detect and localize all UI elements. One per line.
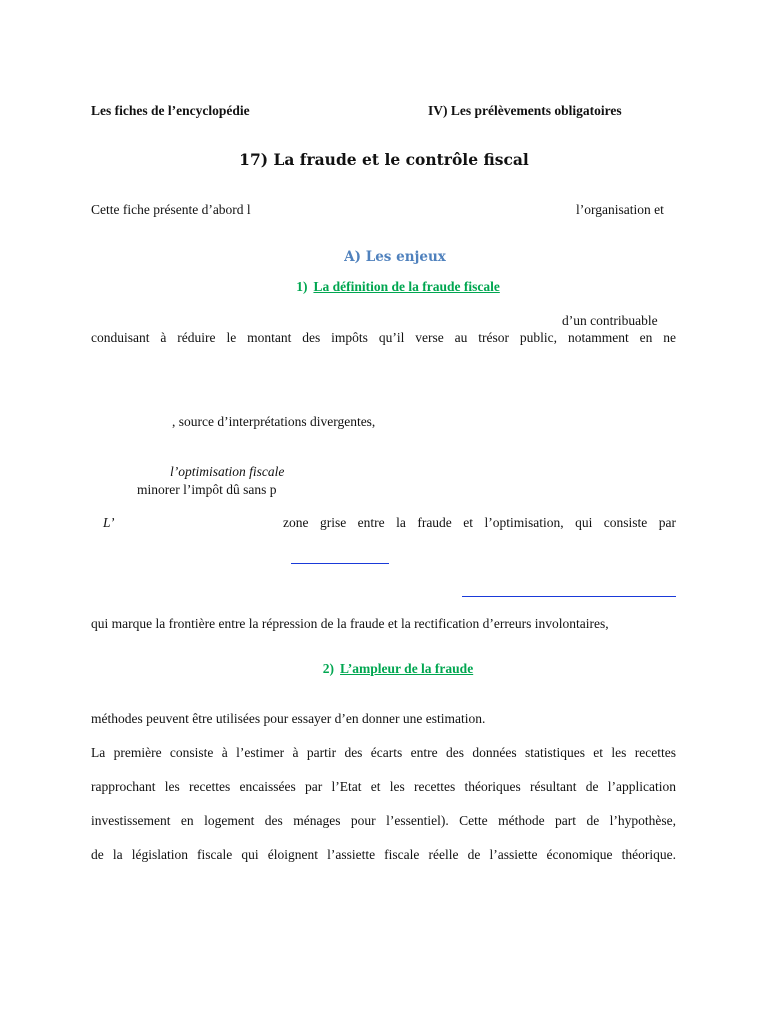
- hyperlink-underline[interactable]: [291, 563, 389, 564]
- para2-line1: méthodes peuvent être utilisées pour essayer d’en donner une estimation.: [91, 711, 486, 726]
- subheading-link[interactable]: La définition de la fraude fiscale: [313, 279, 500, 294]
- header-right: IV) Les prélèvements obligatoires: [428, 103, 622, 118]
- l-apostrophe-text: L’: [103, 515, 115, 530]
- frontiere-text: qui marque la frontière entre la répression de la fraude et la rectification d’erreurs involontaires,: [91, 616, 609, 631]
- para2-line5: de la législation fiscale qui éloignent l’assiette fiscale réelle de l’assiette économique théorique.: [91, 847, 676, 862]
- subheading-link[interactable]: L’ampleur de la fraude: [340, 661, 474, 676]
- hyperlink-underline[interactable]: [462, 596, 676, 597]
- intro-left: Cette fiche présente d’abord l: [91, 202, 251, 217]
- subheading-definition: [0, 279, 768, 295]
- subheading-ampleur: [0, 661, 768, 677]
- optimisation-term: l’optimisation fiscale: [170, 464, 285, 479]
- page-title: 17) La fraude et le contrôle fiscal: [239, 150, 529, 169]
- zone-grise-text: zone grise entre la fraude et l’optimisation, qui consiste par: [283, 515, 676, 530]
- intro-right: l’organisation et: [576, 202, 664, 217]
- para2-line2: La première consiste à l’estimer à partir des écarts entre des données statistiques et les recettes: [91, 745, 676, 760]
- minorer-text: minorer l’impôt dû sans p: [137, 482, 277, 497]
- para2-line4: investissement en logement des ménages pour l’essentiel). Cette méthode part de l’hypothèse,: [91, 813, 676, 828]
- header-left: Les fiches de l’encyclopédie: [91, 103, 250, 118]
- section-heading-enjeux: A) Les enjeux: [344, 249, 446, 265]
- interpretations-text: , source d’interprétations divergentes,: [172, 414, 376, 429]
- para2-line3: rapprochant les recettes encaissées par l’Etat et les recettes théoriques résultant de l’application: [91, 779, 676, 794]
- subheading-number: 1): [296, 279, 308, 294]
- para1-line1: d’un contribuable: [562, 313, 658, 328]
- subheading-number: 2): [322, 661, 335, 676]
- para1-line2: conduisant à réduire le montant des impôts qu’il verse au trésor public, notamment en ne: [91, 330, 676, 345]
